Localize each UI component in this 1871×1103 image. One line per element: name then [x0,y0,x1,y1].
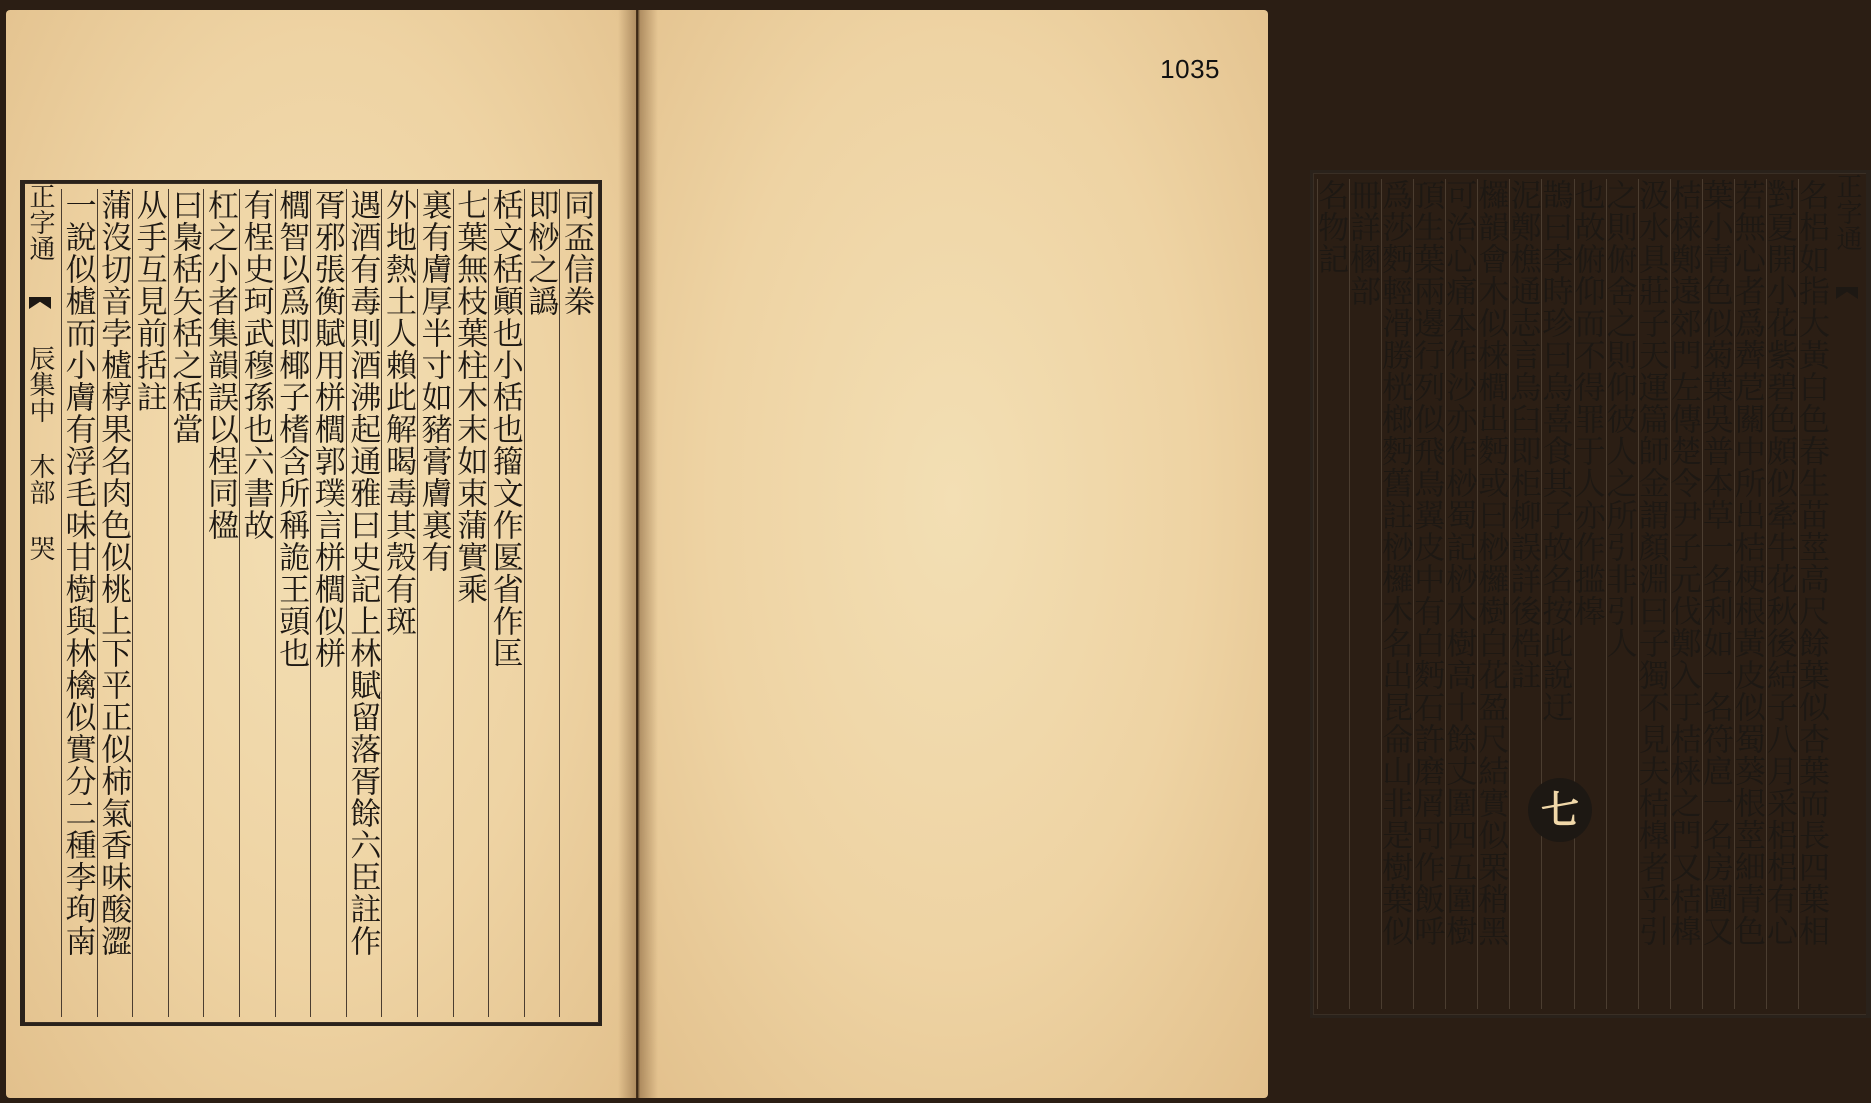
book-spread [6,10,1862,1098]
seal-mark: 七 [1528,778,1592,842]
text-column: 曰梟栝矢栝之栝當 [168,189,203,1017]
text-column: 杠之小者集韻誤以桯同楹 [203,189,238,1017]
text-column: 栝文栝顚也小栝也籀文作匽省作匡 [488,189,523,1017]
text-column: 蒲沒切音孛樝椁果名肉色似桃上下平正似柿氣香味酸澀 [97,189,132,1017]
text-column: 櫚智以爲即椰子榰含所稱詭王頭也 [275,189,310,1017]
text-column: 胥邪張衡賦用栟櫚郭璞言栟櫚似栟 [310,189,345,1017]
left-margin-folio: 哭 [25,535,55,561]
fishtail-mark [29,297,51,309]
text-column: 欏韻會木似梾櫚出麪或曰桫欏樹白花盈尺結實似栗稍黑 [1477,179,1508,1009]
text-column: 鵲曰李時珍曰烏喜食其子故名按此說迂 [1541,179,1572,1009]
text-column: 之則俯舍之則仰彼人之所引非引人 [1606,179,1637,1009]
right-margin-title: 正字通 [1832,173,1862,251]
left-margin-section: 辰集中 [25,345,55,423]
page-number: 1035 [1160,54,1220,84]
right-page [638,10,1862,1098]
text-column: 泥鄭樵通志言烏臼即柜柳誤詳後梏註 [1509,179,1540,1009]
text-column: 遇酒有毒則酒沸起通雅曰史記上林賦留落胥餘六臣註作 [346,189,381,1017]
text-column: 名梠如指大黃白色春生苗莖高尺餘葉似杏葉而長四葉相 [1798,179,1829,1009]
text-column: 爲莎麪輕滑勝桄榔麪舊註桫欏木名出昆侖山非是樹葉似 [1381,179,1412,1009]
left-margin-radical: 木部 [25,453,55,505]
fishtail-mark [1836,287,1858,299]
book-gutter [618,10,658,1098]
left-page [6,10,636,1098]
text-column: 可治心痛本作沙亦作桫蜀記桫木樹高十餘丈圍四五圍樹 [1445,179,1476,1009]
text-column: 桔梾鄭遠郊門左傳楚令尹子元伐鄭入于桔梾之門又桔橰 [1670,179,1701,1009]
left-margin-title: 正字通 [25,183,55,261]
text-column: 也故俯仰而不得罪于人亦作㨫槔 [1574,179,1605,1009]
text-column: 對夏開小花紫碧色頗似牽牛花秋後結子八月采梠梠有心 [1766,179,1797,1009]
text-column: 同盃信桊 [559,189,594,1017]
text-column: 頂生葉兩邊行列似飛鳥翼皮中有白麪石許磨屑可作飯呼 [1413,179,1444,1009]
right-margin-strip [1832,173,1868,1015]
left-text-block [20,180,602,1026]
text-column: 裏有膚厚半寸如豬膏膚裏有 [417,189,452,1017]
text-column: 外地熱土人賴此解暍毒其殼有斑 [381,189,416,1017]
text-column: 若無心者爲薺苨關中所出桔梗根黃皮似蜀葵根莖細青色 [1734,179,1765,1009]
text-column: 有桯史珂武穆孫也六書故 [239,189,274,1017]
right-text-block [1310,170,1871,1018]
text-column: 冊詳㮯部 [1349,179,1380,1009]
text-column: 葉小青色似菊葉吳普本草一名利如一名符扈一名房圖又 [1702,179,1733,1009]
text-column: 一說似樝而小膚有浮毛味甘樹與林檎似實分二種李珣南 [61,189,96,1017]
left-margin-strip [23,183,59,1023]
text-column: 汲水具莊子天運篇師金謂顏淵曰子獨不見夫桔橰者乎引 [1638,179,1669,1009]
text-column: 从手互見前括註 [132,189,167,1017]
text-column: 即桫之譌 [524,189,559,1017]
text-column: 七葉無枝葉柱木末如束蒲實乘 [453,189,488,1017]
text-column: 名物記 [1317,179,1348,1009]
